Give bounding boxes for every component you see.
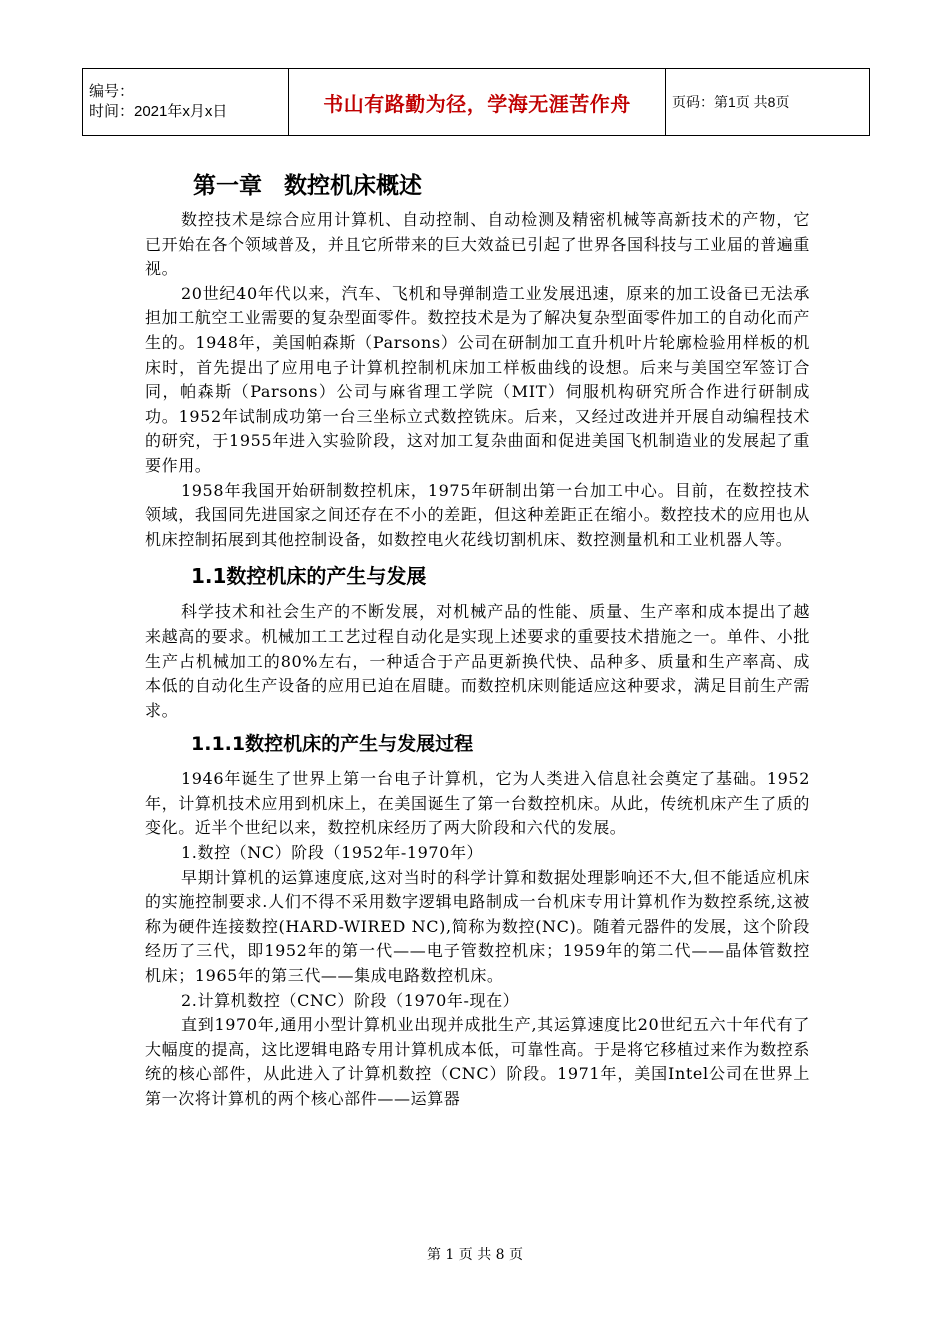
section-1-1-1-paragraph-2: 早期计算机的运算速度底,这对当时的科学计算和数据处理影响还不大,但不能适应机床的实施控制要求.人们不得不采用数字逻辑电路制成一台机床专用计算机作为数控系统,这被称为硬件连接数控(HARD-WIRED NC),简称为数控(NC)。随着元器件的发展，这个阶段经历了三代，即1952年的第一代——电子管数控机床；1959年的第二代——晶体管数控机床；1965年的第三代——集成电路数控机床。: [145, 867, 810, 986]
section-1-1-1-heading: 1.1.1数控机床的产生与发展过程: [191, 733, 474, 756]
chapter-heading: [193, 168, 810, 204]
stage-2-heading: 2.计算机数控（CNC）阶段（1970年-现在）: [181, 990, 520, 1010]
chapter-number: 第一章: [193, 173, 262, 199]
section-1-1-heading: 1.1数控机床的产生与发展: [191, 564, 427, 589]
chapter-title: 数控机床概述: [284, 173, 422, 199]
header-number-label: 编号：: [89, 83, 135, 100]
section-1-1-1-paragraph-3: 直到1970年,通用小型计算机业出现并成批生产,其运算速度比20世纪五六十年代有了大幅度的提高，这比逻辑电路专用计算机成本低，可靠性高。于是将它移植过来作为数控系统的核心部件，从此进入了计算机数控（CNC）阶段。1971年，美国Intel公司在世界上第一次将计算机的两个核心部件——运算器: [145, 1015, 810, 1108]
section-1-1-paragraph-1: 科学技术和社会生产的不断发展，对机械产品的性能、质量、生产率和成本提出了越来越高的要求。机械加工工艺过程自动化是实现上述要求的重要技术措施之一。单件、小批生产占机械加工的80%左右，一种适合于产品更新换代快、品种多、质量和生产率高、成本低的自动化生产设备的应用已迫在眉睫。而数控机床则能适应这种要求，满足目前生产需求。: [145, 602, 810, 720]
stage-1-heading: 1.数控（NC）阶段（1952年-1970年）: [181, 843, 484, 863]
section-1-1-1-paragraph-1: 1946年诞生了世界上第一台电子计算机，它为人类进入信息社会奠定了基础。1952年，计算机技术应用到机床上，在美国诞生了第一台数控机床。从此，传统机床产生了质的变化。近半个世纪以来，数控机床经历了两大阶段和六代的发展。: [145, 769, 810, 838]
header-motto: 书山有路勤为径，学海无涯苦作舟: [289, 69, 666, 136]
intro-paragraph-1: 数控技术是综合应用计算机、自动控制、自动检测及精密机械等高新技术的产物，它已开始在各个领域普及，并且它所带来的巨大效益已引起了世界各国科技与工业届的普遍重视。: [145, 210, 810, 279]
header-date-label: 时间：2021年x月x日: [89, 103, 228, 120]
header-left-cell: [83, 69, 289, 136]
intro-paragraph-3: 1958年我国开始研制数控机床，1975年研制出第一台加工中心。目前，在数控技术领域，我国同先进国家之间还存在不小的差距，但这种差距正在缩小。数控技术的应用也从机床控制拓展到其他控制设备，如数控电火花线切割机床、数控测量机和工业机器人等。: [145, 480, 810, 549]
page-header-table: [82, 68, 870, 136]
header-page-info: 页码：第1页 共8页: [666, 69, 870, 136]
intro-paragraph-2: 20世纪40年代以来，汽车、飞机和导弹制造工业发展迅速，原来的加工设备已无法承担加工航空工业需要的复杂型面零件。数控技术是为了解决复杂型面零件加工的自动化而产生的。1948年，美国帕森斯（Parsons）公司在研制加工直升机叶片轮廓检验用样板的机床时，首先提出了应用电子计算机控制机床加工样板曲线的设想。后来与美国空军签订合同，帕森斯（Parsons）公司与麻省理工学院（MIT）伺服机构研究所合作进行研制成功。1952年试制成功第一台三坐标立式数控铣床。后来，又经过改进并开展自动编程技术的研究，于1955年进入实验阶段，这对加工复杂曲面和促进美国飞机制造业的发展起了重要作用。: [145, 283, 810, 475]
page-footer: 第 1 页 共 8 页: [426, 1247, 524, 1263]
document-body: [145, 168, 810, 1112]
